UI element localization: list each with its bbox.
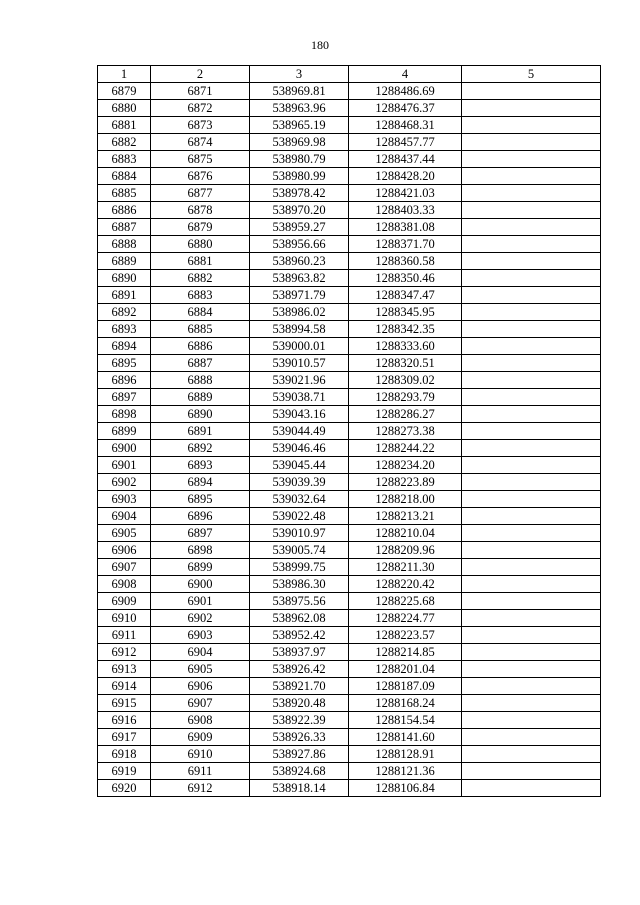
cell-reference-number: 6908 [151,712,250,729]
cell-y-coordinate: 1288421.03 [349,185,462,202]
cell-reference-number: 6907 [151,695,250,712]
cell-reference-number: 6881 [151,253,250,270]
cell-note [462,678,601,695]
cell-point-number: 6883 [98,151,151,168]
column-header-3: 3 [250,66,349,83]
cell-point-number: 6888 [98,236,151,253]
cell-point-number: 6896 [98,372,151,389]
table-row [98,644,601,661]
cell-reference-number: 6871 [151,83,250,100]
table-row [98,695,601,712]
cell-reference-number: 6912 [151,780,250,797]
cell-reference-number: 6893 [151,457,250,474]
table-row [98,253,601,270]
cell-point-number: 6918 [98,746,151,763]
cell-y-coordinate: 1288121.36 [349,763,462,780]
table-row [98,457,601,474]
cell-point-number: 6915 [98,695,151,712]
cell-note [462,219,601,236]
cell-note [462,542,601,559]
cell-note [462,134,601,151]
cell-note [462,729,601,746]
cell-x-coordinate: 539000.01 [250,338,349,355]
header-row [98,66,601,83]
column-header-5: 5 [462,66,601,83]
cell-note [462,525,601,542]
cell-note [462,627,601,644]
cell-reference-number: 6901 [151,593,250,610]
table-row [98,576,601,593]
table-row [98,219,601,236]
table-row [98,712,601,729]
cell-point-number: 6893 [98,321,151,338]
cell-reference-number: 6906 [151,678,250,695]
cell-reference-number: 6892 [151,440,250,457]
cell-point-number: 6916 [98,712,151,729]
cell-y-coordinate: 1288309.02 [349,372,462,389]
cell-y-coordinate: 1288218.00 [349,491,462,508]
table-row [98,83,601,100]
cell-point-number: 6879 [98,83,151,100]
cell-y-coordinate: 1288141.60 [349,729,462,746]
cell-x-coordinate: 539032.64 [250,491,349,508]
cell-x-coordinate: 538963.96 [250,100,349,117]
cell-x-coordinate: 539005.74 [250,542,349,559]
table-row [98,746,601,763]
cell-x-coordinate: 538980.79 [250,151,349,168]
cell-reference-number: 6878 [151,202,250,219]
table-row [98,287,601,304]
cell-reference-number: 6888 [151,372,250,389]
table-row [98,491,601,508]
cell-note [462,406,601,423]
cell-x-coordinate: 539039.39 [250,474,349,491]
table-row [98,372,601,389]
cell-point-number: 6914 [98,678,151,695]
cell-point-number: 6917 [98,729,151,746]
cell-point-number: 6887 [98,219,151,236]
cell-x-coordinate: 539010.97 [250,525,349,542]
cell-reference-number: 6909 [151,729,250,746]
table-row [98,542,601,559]
cell-note [462,321,601,338]
cell-point-number: 6890 [98,270,151,287]
cell-x-coordinate: 538918.14 [250,780,349,797]
cell-x-coordinate: 539044.49 [250,423,349,440]
cell-reference-number: 6895 [151,491,250,508]
cell-point-number: 6884 [98,168,151,185]
cell-reference-number: 6884 [151,304,250,321]
cell-y-coordinate: 1288214.85 [349,644,462,661]
cell-y-coordinate: 1288128.91 [349,746,462,763]
cell-note [462,695,601,712]
cell-x-coordinate: 538959.27 [250,219,349,236]
cell-reference-number: 6910 [151,746,250,763]
cell-note [462,151,601,168]
cell-reference-number: 6883 [151,287,250,304]
cell-point-number: 6905 [98,525,151,542]
table-row [98,508,601,525]
table-row [98,389,601,406]
table-row [98,117,601,134]
cell-y-coordinate: 1288244.22 [349,440,462,457]
cell-y-coordinate: 1288223.89 [349,474,462,491]
cell-point-number: 6886 [98,202,151,219]
cell-x-coordinate: 539021.96 [250,372,349,389]
cell-y-coordinate: 1288437.44 [349,151,462,168]
cell-note [462,423,601,440]
cell-note [462,440,601,457]
cell-note [462,712,601,729]
table-header [98,66,601,83]
cell-note [462,508,601,525]
table-row [98,185,601,202]
table-row [98,355,601,372]
cell-x-coordinate: 538971.79 [250,287,349,304]
cell-y-coordinate: 1288293.79 [349,389,462,406]
cell-note [462,559,601,576]
cell-x-coordinate: 539010.57 [250,355,349,372]
table-row [98,627,601,644]
cell-y-coordinate: 1288209.96 [349,542,462,559]
cell-note [462,83,601,100]
cell-reference-number: 6896 [151,508,250,525]
cell-reference-number: 6887 [151,355,250,372]
cell-point-number: 6910 [98,610,151,627]
cell-y-coordinate: 1288360.58 [349,253,462,270]
cell-point-number: 6902 [98,474,151,491]
cell-y-coordinate: 1288106.84 [349,780,462,797]
cell-note [462,780,601,797]
cell-x-coordinate: 538922.39 [250,712,349,729]
cell-reference-number: 6900 [151,576,250,593]
cell-y-coordinate: 1288234.20 [349,457,462,474]
cell-note [462,100,601,117]
table-row [98,610,601,627]
cell-note [462,202,601,219]
cell-reference-number: 6904 [151,644,250,661]
cell-reference-number: 6898 [151,542,250,559]
table-row [98,321,601,338]
cell-reference-number: 6875 [151,151,250,168]
cell-x-coordinate: 538952.42 [250,627,349,644]
cell-y-coordinate: 1288213.21 [349,508,462,525]
cell-y-coordinate: 1288273.38 [349,423,462,440]
cell-x-coordinate: 538921.70 [250,678,349,695]
cell-x-coordinate: 538986.02 [250,304,349,321]
cell-note [462,746,601,763]
column-header-2: 2 [151,66,250,83]
cell-y-coordinate: 1288224.77 [349,610,462,627]
cell-y-coordinate: 1288345.95 [349,304,462,321]
cell-y-coordinate: 1288476.37 [349,100,462,117]
table-row [98,593,601,610]
cell-note [462,474,601,491]
cell-point-number: 6911 [98,627,151,644]
cell-y-coordinate: 1288486.69 [349,83,462,100]
cell-point-number: 6904 [98,508,151,525]
cell-note [462,168,601,185]
cell-point-number: 6903 [98,491,151,508]
cell-note [462,355,601,372]
table-row [98,678,601,695]
cell-reference-number: 6890 [151,406,250,423]
table-row [98,338,601,355]
table-row [98,270,601,287]
column-header-4: 4 [349,66,462,83]
cell-reference-number: 6874 [151,134,250,151]
table-row [98,763,601,780]
cell-point-number: 6913 [98,661,151,678]
cell-x-coordinate: 538937.97 [250,644,349,661]
cell-reference-number: 6876 [151,168,250,185]
cell-y-coordinate: 1288168.24 [349,695,462,712]
cell-note [462,593,601,610]
cell-x-coordinate: 538960.23 [250,253,349,270]
cell-point-number: 6919 [98,763,151,780]
cell-note [462,236,601,253]
table-row [98,559,601,576]
cell-y-coordinate: 1288223.57 [349,627,462,644]
cell-x-coordinate: 538920.48 [250,695,349,712]
cell-point-number: 6885 [98,185,151,202]
cell-x-coordinate: 538965.19 [250,117,349,134]
cell-point-number: 6889 [98,253,151,270]
cell-point-number: 6897 [98,389,151,406]
coordinates-table [97,65,601,797]
cell-point-number: 6898 [98,406,151,423]
cell-point-number: 6894 [98,338,151,355]
cell-reference-number: 6897 [151,525,250,542]
table-row [98,168,601,185]
cell-y-coordinate: 1288154.54 [349,712,462,729]
cell-point-number: 6880 [98,100,151,117]
cell-note [462,763,601,780]
cell-reference-number: 6879 [151,219,250,236]
column-header-1: 1 [98,66,151,83]
cell-y-coordinate: 1288428.20 [349,168,462,185]
cell-x-coordinate: 538969.98 [250,134,349,151]
cell-note [462,338,601,355]
cell-x-coordinate: 538962.08 [250,610,349,627]
cell-note [462,372,601,389]
cell-point-number: 6912 [98,644,151,661]
table-row [98,780,601,797]
cell-x-coordinate: 538970.20 [250,202,349,219]
cell-point-number: 6908 [98,576,151,593]
cell-y-coordinate: 1288187.09 [349,678,462,695]
cell-x-coordinate: 539045.44 [250,457,349,474]
table-row [98,474,601,491]
table-row [98,525,601,542]
table-row [98,100,601,117]
cell-reference-number: 6889 [151,389,250,406]
cell-note [462,644,601,661]
cell-x-coordinate: 538926.42 [250,661,349,678]
cell-note [462,576,601,593]
cell-x-coordinate: 538927.86 [250,746,349,763]
table-row [98,423,601,440]
cell-point-number: 6892 [98,304,151,321]
cell-note [462,287,601,304]
cell-reference-number: 6882 [151,270,250,287]
cell-y-coordinate: 1288371.70 [349,236,462,253]
cell-y-coordinate: 1288350.46 [349,270,462,287]
cell-y-coordinate: 1288381.08 [349,219,462,236]
cell-x-coordinate: 539038.71 [250,389,349,406]
table-row [98,304,601,321]
cell-reference-number: 6891 [151,423,250,440]
cell-x-coordinate: 538999.75 [250,559,349,576]
cell-reference-number: 6872 [151,100,250,117]
cell-point-number: 6891 [98,287,151,304]
cell-note [462,457,601,474]
cell-y-coordinate: 1288403.33 [349,202,462,219]
table-row [98,202,601,219]
cell-y-coordinate: 1288210.04 [349,525,462,542]
table-row [98,236,601,253]
cell-y-coordinate: 1288225.68 [349,593,462,610]
table-row [98,440,601,457]
cell-x-coordinate: 538975.56 [250,593,349,610]
cell-x-coordinate: 538994.58 [250,321,349,338]
cell-y-coordinate: 1288342.35 [349,321,462,338]
cell-x-coordinate: 538978.42 [250,185,349,202]
cell-reference-number: 6894 [151,474,250,491]
cell-note [462,270,601,287]
cell-reference-number: 6877 [151,185,250,202]
table-row [98,151,601,168]
cell-note [462,185,601,202]
cell-y-coordinate: 1288457.77 [349,134,462,151]
cell-reference-number: 6885 [151,321,250,338]
cell-y-coordinate: 1288220.42 [349,576,462,593]
cell-point-number: 6901 [98,457,151,474]
cell-reference-number: 6911 [151,763,250,780]
cell-note [462,389,601,406]
cell-x-coordinate: 539022.48 [250,508,349,525]
cell-reference-number: 6902 [151,610,250,627]
cell-reference-number: 6903 [151,627,250,644]
cell-x-coordinate: 538926.33 [250,729,349,746]
cell-x-coordinate: 538963.82 [250,270,349,287]
cell-y-coordinate: 1288286.27 [349,406,462,423]
table-row [98,406,601,423]
cell-x-coordinate: 538986.30 [250,576,349,593]
table-row [98,661,601,678]
cell-reference-number: 6873 [151,117,250,134]
cell-x-coordinate: 539046.46 [250,440,349,457]
cell-x-coordinate: 538956.66 [250,236,349,253]
cell-reference-number: 6880 [151,236,250,253]
cell-point-number: 6920 [98,780,151,797]
cell-point-number: 6906 [98,542,151,559]
cell-x-coordinate: 539043.16 [250,406,349,423]
cell-x-coordinate: 538969.81 [250,83,349,100]
cell-note [462,253,601,270]
cell-point-number: 6899 [98,423,151,440]
cell-note [462,661,601,678]
cell-note [462,117,601,134]
cell-point-number: 6881 [98,117,151,134]
cell-note [462,610,601,627]
page-number: 180 [311,38,329,52]
cell-reference-number: 6905 [151,661,250,678]
cell-y-coordinate: 1288201.04 [349,661,462,678]
cell-point-number: 6907 [98,559,151,576]
cell-y-coordinate: 1288468.31 [349,117,462,134]
cell-point-number: 6909 [98,593,151,610]
cell-y-coordinate: 1288211.30 [349,559,462,576]
table-row [98,134,601,151]
cell-y-coordinate: 1288320.51 [349,355,462,372]
table-body [98,83,601,797]
cell-point-number: 6882 [98,134,151,151]
cell-reference-number: 6886 [151,338,250,355]
cell-reference-number: 6899 [151,559,250,576]
cell-x-coordinate: 538980.99 [250,168,349,185]
cell-y-coordinate: 1288347.47 [349,287,462,304]
cell-note [462,491,601,508]
cell-point-number: 6895 [98,355,151,372]
cell-y-coordinate: 1288333.60 [349,338,462,355]
cell-point-number: 6900 [98,440,151,457]
cell-note [462,304,601,321]
table-row [98,729,601,746]
cell-x-coordinate: 538924.68 [250,763,349,780]
